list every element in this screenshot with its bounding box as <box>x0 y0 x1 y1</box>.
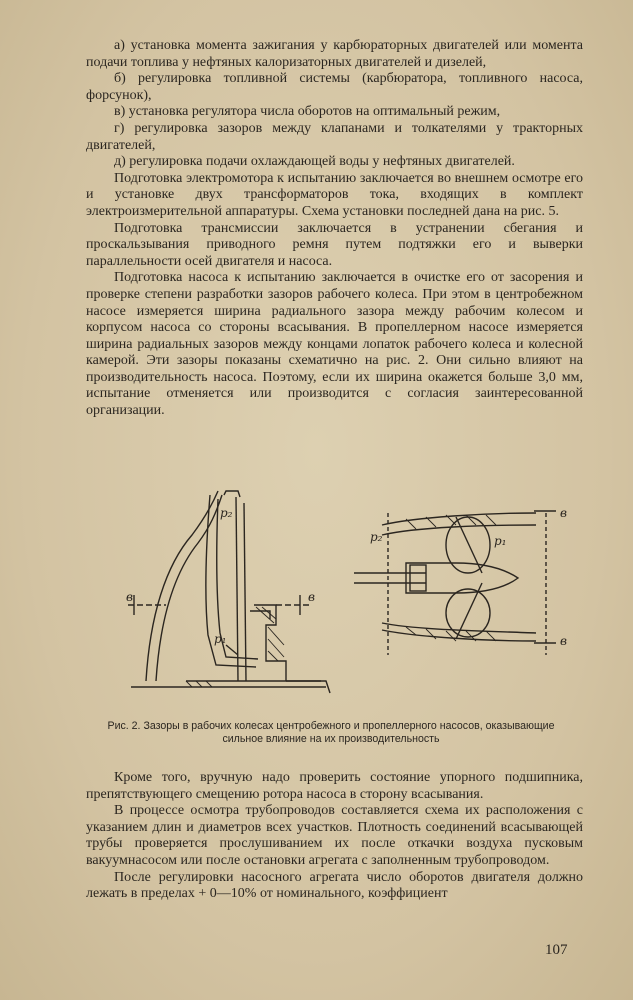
label-p1-left: p₁ <box>214 632 227 646</box>
page-number: 107 <box>545 942 568 958</box>
paragraph: Подготовка насоса к испытанию заключается в очистке его от засорения и проверке степени разработки зазоров рабочего колеса. При этом в центробежном насосе измеряется ширина радиального зазора между рабочим колесом и корпусом насоса со стороны всасывания. В пропеллерном насосе измеряется ширина радиальных зазоров между концами лопаток рабочего колеса и колесной камерой. Эти зазоры показаны схематично на рис. 2. Они сильно влияют на производительность насоса. Поэтому, если их ширина окажется больше 3,0 мм, испытание отменяется или производится с согласия заинтересованной организации. <box>86 270 583 419</box>
paragraph: Подготовка электромотора к испытанию заключается во внешнем осмотре его и установке двух трансформаторов тока, входящих в комплект электроизмерительной аппаратуры. Схема установки последней дана на рис. 5. <box>86 170 583 219</box>
paragraph: Кроме того, вручную надо проверить состояние упорного подшипника, препятствующего смещению ротора насоса в сторону всасывания. <box>86 770 583 802</box>
text-block-bottom <box>86 770 583 903</box>
propeller-pump-drawing <box>354 511 556 655</box>
paragraph: г) регулировка зазоров между клапанами и толкателями у тракторных двигателей, <box>86 120 583 153</box>
paragraph: б) регулировка топливной системы (карбюратора, топливного насоса, форсунок), <box>86 71 583 103</box>
label-b-left-2: в <box>308 590 315 604</box>
label-b-left: в <box>126 590 133 604</box>
paragraph: а) установка момента зажигания у карбюраторных двигателей или момента подачи топлива у нефтяных калоризаторных двигателей и дизелей, <box>86 38 583 70</box>
label-p2-right: p₂ <box>370 530 383 544</box>
pump-diagram <box>126 455 576 710</box>
paragraph: После регулировки насосного агрегата число оборотов двигателя должно лежать в пределах + 0—10% от номинального, коэффициент <box>86 869 583 902</box>
figure-caption: Рис. 2. Зазоры в рабочих колесах центробежного и пропеллерного насосов, оказывающие сильное влияние на их производительность <box>107 720 555 745</box>
paragraph: В процессе осмотра трубопроводов составляется схема их расположения с указанием длин и диаметров всех участков. Плотность соединений всасывающей трубы проверяется прослушиванием их после откачки воздуха пусковым вакуумнасосом или после остановки агрегата с заполненным трубопроводом. <box>86 803 583 868</box>
label-p2-left: p₂ <box>220 506 233 520</box>
label-b-right-bottom: в <box>560 634 567 648</box>
paragraph: Подготовка трансмиссии заключается в устранении сбегания и проскальзывания приводного ремня путем подтяжки его и выверки параллельности осей двигателя и насоса. <box>86 220 583 269</box>
paragraph: д) регулировка подачи охлаждающей воды у нефтяных двигателей. <box>114 154 515 170</box>
label-b-right-top: в <box>560 506 567 520</box>
centrifugal-pump-drawing <box>128 491 330 693</box>
text-block-top <box>86 38 583 420</box>
figure-pump-clearances <box>126 455 576 710</box>
paragraph: в) установка регулятора числа оборотов на оптимальный режим, <box>114 104 501 120</box>
label-p1-right: p₁ <box>494 534 507 548</box>
